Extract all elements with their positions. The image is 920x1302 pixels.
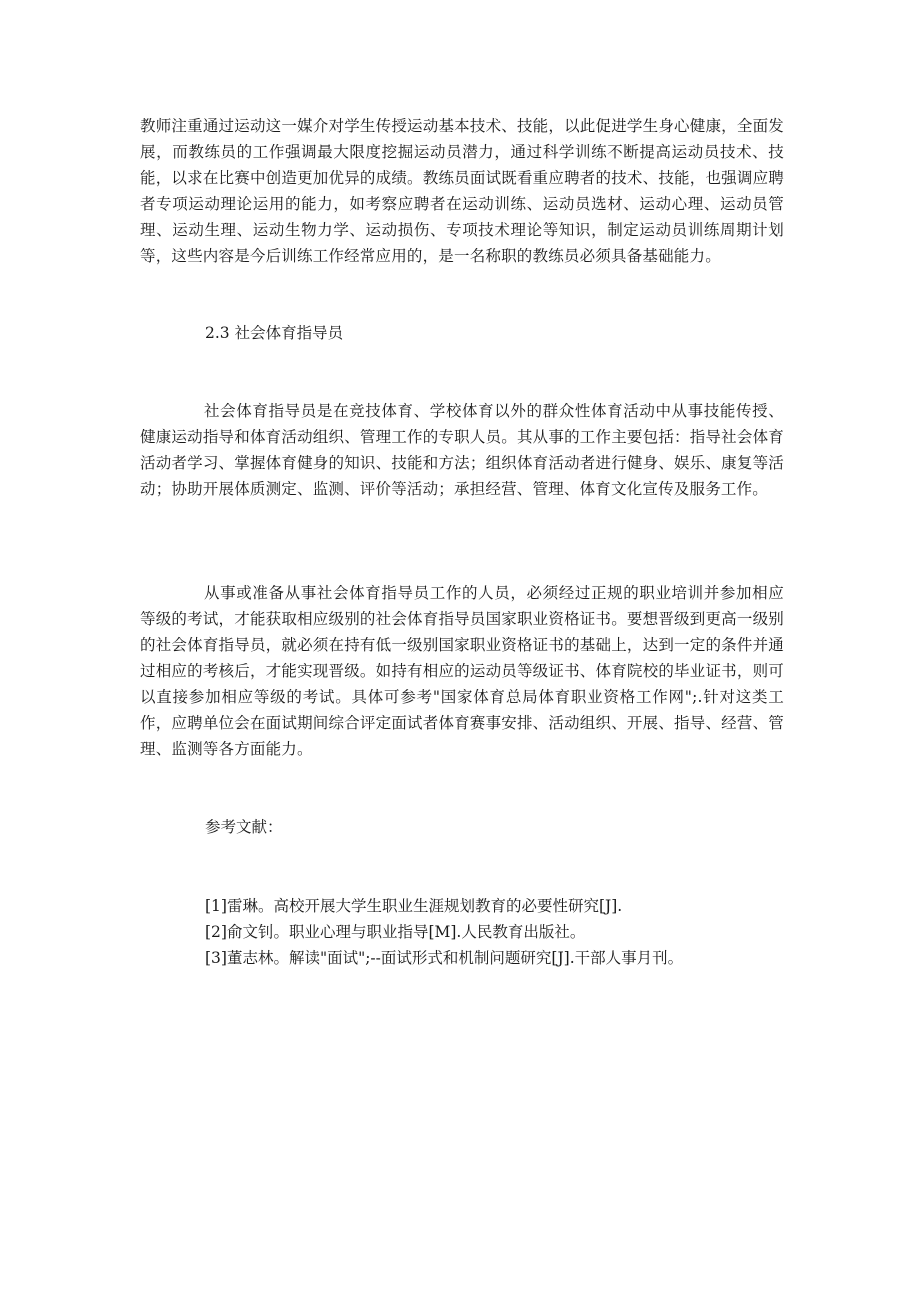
- section-heading-social-sports-instructor: 2.3 社会体育指导员: [205, 324, 344, 342]
- reference-item: [3]董志林。解读"面试";--面试形式和机制问题研究[J].干部人事月刊。: [205, 949, 684, 967]
- reference-item: [1]雷琳。高校开展大学生职业生涯规划教育的必要性研究[J].: [205, 897, 623, 915]
- paragraph-coach-interview: 教师注重通过运动这一媒介对学生传授运动基本技术、技能，以此促进学生身心健康，全面发展，而教练员的工作强调最大限度挖掘运动员潜力，通过科学训练不断提高运动员技术、技能，以求在比赛中创造更加优异的成绩。教练员面试既看重应聘者的技术、技能，也强调应聘者专项运动理论运用的能力，如考察应聘者在运动训练、运动员选材、运动心理、运动员管理、运动生理、运动生物力学、运动损伤、专项技术理论等知识，制定运动员训练周期计划等，这些内容是今后训练工作经常应用的，是一名称职的教练员必须具备基础能力。: [140, 117, 784, 265]
- paragraph-instructor-definition: 社会体育指导员是在竞技体育、学校体育以外的群众性体育活动中从事技能传授、健康运动指导和体育活动组织、管理工作的专职人员。其从事的工作主要包括：指导社会体育活动者学习、掌握体育健身的知识、技能和方法；组织体育活动者进行健身、娱乐、康复等活动；协助开展体质测定、监测、评价等活动；承担经营、管理、体育文化宣传及服务工作。: [140, 402, 784, 498]
- references-heading: 参考文献：: [205, 818, 283, 836]
- references-list: [205, 893, 683, 971]
- reference-item: [2]俞文钊。职业心理与职业指导[M].人民教育出版社。: [205, 923, 586, 941]
- paragraph-instructor-certification: 从事或准备从事社会体育指导员工作的人员，必须经过正规的职业培训并参加相应等级的考试，才能获取相应级别的社会体育指导员国家职业资格证书。要想晋级到更高一级别的社会体育指导员，就必须在持有低一级别国家职业资格证书的基础上，达到一定的条件并通过相应的考核后，才能实现晋级。如持有相应的运动员等级证书、体育院校的毕业证书，则可以直接参加相应等级的考试。具体可参考"国家体育总局体育职业资格工作网";.针对这类工作，应聘单位会在面试期间综合评定面试者体育赛事安排、活动组织、开展、指导、经营、管理、监测等各方面能力。: [140, 584, 784, 758]
